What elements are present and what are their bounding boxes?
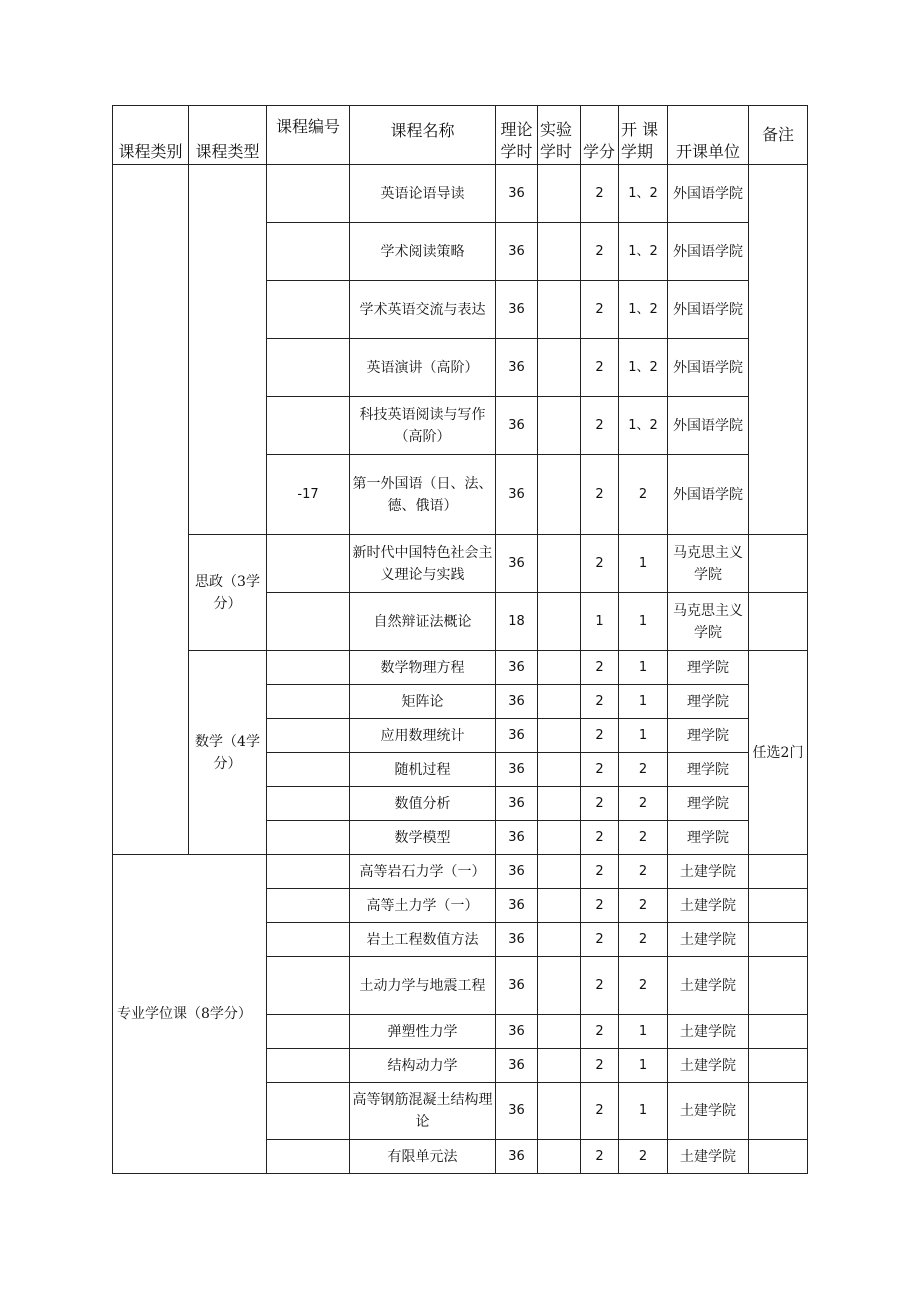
semester-cell: 2	[619, 787, 668, 821]
remark-cell	[749, 535, 808, 593]
theory-cell: 36	[496, 787, 538, 821]
credit-cell: 2	[581, 821, 619, 855]
dept-cell: 土建学院	[668, 1049, 749, 1083]
theory-cell: 36	[496, 957, 538, 1015]
code-cell: -17	[267, 455, 350, 535]
theory-cell: 36	[496, 1015, 538, 1049]
credit-cell: 2	[581, 455, 619, 535]
table-row	[113, 855, 808, 889]
type-cell-math: 数学（4学分）	[189, 651, 267, 855]
semester-cell: 2	[619, 855, 668, 889]
credit-cell: 2	[581, 923, 619, 957]
remark-cell	[749, 165, 808, 535]
remark-cell	[749, 923, 808, 957]
dept-cell: 理学院	[668, 821, 749, 855]
lab-cell	[538, 787, 581, 821]
header-credits: 学分	[581, 106, 619, 165]
theory-cell: 36	[496, 651, 538, 685]
dept-cell: 土建学院	[668, 923, 749, 957]
header-semester: 开 课 学期	[619, 106, 668, 165]
header-row	[113, 106, 808, 165]
credit-cell: 2	[581, 1049, 619, 1083]
semester-cell: 1、2	[619, 397, 668, 455]
credit-cell: 2	[581, 223, 619, 281]
theory-cell: 36	[496, 535, 538, 593]
name-cell: 高等土力学（一）	[350, 889, 496, 923]
credit-cell: 2	[581, 787, 619, 821]
semester-cell: 1	[619, 719, 668, 753]
name-cell: 学术阅读策略	[350, 223, 496, 281]
theory-cell: 36	[496, 821, 538, 855]
theory-cell: 36	[496, 719, 538, 753]
lab-cell	[538, 455, 581, 535]
dept-cell: 外国语学院	[668, 223, 749, 281]
table-row	[113, 165, 808, 223]
semester-cell: 1	[619, 1015, 668, 1049]
name-cell: 新时代中国特色社会主义理论与实践	[350, 535, 496, 593]
header-name: 课程名称	[350, 106, 496, 165]
name-cell: 数值分析	[350, 787, 496, 821]
lab-cell	[538, 165, 581, 223]
name-cell: 英语演讲（高阶）	[350, 339, 496, 397]
theory-cell: 36	[496, 855, 538, 889]
code-cell	[267, 223, 350, 281]
dept-cell: 外国语学院	[668, 281, 749, 339]
semester-cell: 2	[619, 957, 668, 1015]
name-cell: 英语论语导读	[350, 165, 496, 223]
credit-cell: 2	[581, 889, 619, 923]
theory-cell: 36	[496, 1083, 538, 1140]
code-cell	[267, 923, 350, 957]
code-cell	[267, 855, 350, 889]
code-cell	[267, 651, 350, 685]
lab-cell	[538, 753, 581, 787]
dept-cell: 土建学院	[668, 957, 749, 1015]
theory-cell: 36	[496, 455, 538, 535]
lab-cell	[538, 855, 581, 889]
theory-cell: 36	[496, 281, 538, 339]
theory-cell: 36	[496, 397, 538, 455]
code-cell	[267, 165, 350, 223]
name-cell: 高等岩石力学（一）	[350, 855, 496, 889]
lab-cell	[538, 923, 581, 957]
code-cell	[267, 753, 350, 787]
lab-cell	[538, 281, 581, 339]
semester-cell: 2	[619, 923, 668, 957]
dept-cell: 土建学院	[668, 1015, 749, 1049]
credit-cell: 2	[581, 855, 619, 889]
theory-cell: 36	[496, 1049, 538, 1083]
dept-cell: 土建学院	[668, 889, 749, 923]
dept-cell: 土建学院	[668, 855, 749, 889]
remark-cell	[749, 855, 808, 889]
credit-cell: 2	[581, 1015, 619, 1049]
semester-cell: 1、2	[619, 339, 668, 397]
remark-cell-math: 任选2门	[749, 651, 808, 855]
theory-cell: 36	[496, 889, 538, 923]
lab-cell	[538, 889, 581, 923]
theory-cell: 36	[496, 923, 538, 957]
semester-cell: 1、2	[619, 223, 668, 281]
lab-cell	[538, 1140, 581, 1174]
name-cell: 自然辩证法概论	[350, 593, 496, 651]
theory-cell: 36	[496, 223, 538, 281]
theory-cell: 36	[496, 685, 538, 719]
code-cell	[267, 787, 350, 821]
dept-cell: 理学院	[668, 787, 749, 821]
category-cell-professional: 专业学位课（8学分）	[113, 855, 267, 1174]
lab-cell	[538, 651, 581, 685]
name-cell: 土动力学与地震工程	[350, 957, 496, 1015]
semester-cell: 1	[619, 593, 668, 651]
code-cell	[267, 535, 350, 593]
theory-cell: 18	[496, 593, 538, 651]
course-table	[112, 105, 808, 1174]
dept-cell: 外国语学院	[668, 165, 749, 223]
dept-cell: 土建学院	[668, 1083, 749, 1140]
category-cell-blank	[113, 165, 189, 855]
semester-cell: 1	[619, 685, 668, 719]
credit-cell: 2	[581, 165, 619, 223]
credit-cell: 2	[581, 535, 619, 593]
semester-cell: 1、2	[619, 281, 668, 339]
name-cell: 数学物理方程	[350, 651, 496, 685]
credit-cell: 2	[581, 651, 619, 685]
semester-cell: 2	[619, 753, 668, 787]
header-code: 课程编号	[267, 106, 350, 165]
type-cell-english	[189, 165, 267, 535]
code-cell	[267, 281, 350, 339]
code-cell	[267, 1049, 350, 1083]
semester-cell: 1	[619, 1083, 668, 1140]
lab-cell	[538, 1049, 581, 1083]
remark-cell	[749, 957, 808, 1015]
semester-cell: 1	[619, 535, 668, 593]
lab-cell	[538, 1083, 581, 1140]
credit-cell: 2	[581, 281, 619, 339]
remark-cell	[749, 889, 808, 923]
credit-cell: 2	[581, 1083, 619, 1140]
credit-cell: 2	[581, 753, 619, 787]
semester-cell: 2	[619, 821, 668, 855]
dept-cell: 理学院	[668, 685, 749, 719]
code-cell	[267, 397, 350, 455]
header-lab-hours: 实验学时	[538, 106, 581, 165]
lab-cell	[538, 339, 581, 397]
code-cell	[267, 719, 350, 753]
remark-cell	[749, 1049, 808, 1083]
code-cell	[267, 1083, 350, 1140]
name-cell: 学术英语交流与表达	[350, 281, 496, 339]
header-category: 课程类别	[113, 106, 189, 165]
lab-cell	[538, 397, 581, 455]
table-row	[113, 535, 808, 593]
semester-cell: 2	[619, 455, 668, 535]
dept-cell: 马克思主义学院	[668, 535, 749, 593]
name-cell: 高等钢筋混凝土结构理论	[350, 1083, 496, 1140]
theory-cell: 36	[496, 753, 538, 787]
lab-cell	[538, 535, 581, 593]
lab-cell	[538, 593, 581, 651]
lab-cell	[538, 957, 581, 1015]
remark-cell	[749, 1083, 808, 1140]
credit-cell: 2	[581, 339, 619, 397]
name-cell: 矩阵论	[350, 685, 496, 719]
name-cell: 弹塑性力学	[350, 1015, 496, 1049]
dept-cell: 理学院	[668, 651, 749, 685]
name-cell: 岩土工程数值方法	[350, 923, 496, 957]
header-remark: 备注	[749, 106, 808, 165]
header-theory-hours: 理论学时	[496, 106, 538, 165]
credit-cell: 2	[581, 719, 619, 753]
name-cell: 结构动力学	[350, 1049, 496, 1083]
semester-cell: 1	[619, 1049, 668, 1083]
lab-cell	[538, 1015, 581, 1049]
name-cell: 数学模型	[350, 821, 496, 855]
name-cell: 科技英语阅读与写作（高阶）	[350, 397, 496, 455]
lab-cell	[538, 821, 581, 855]
lab-cell	[538, 685, 581, 719]
credit-cell: 1	[581, 593, 619, 651]
code-cell	[267, 1140, 350, 1174]
credit-cell: 2	[581, 397, 619, 455]
name-cell: 有限单元法	[350, 1140, 496, 1174]
code-cell	[267, 1015, 350, 1049]
dept-cell: 理学院	[668, 719, 749, 753]
dept-cell: 外国语学院	[668, 455, 749, 535]
name-cell: 随机过程	[350, 753, 496, 787]
code-cell	[267, 821, 350, 855]
dept-cell: 外国语学院	[668, 339, 749, 397]
theory-cell: 36	[496, 165, 538, 223]
code-cell	[267, 685, 350, 719]
theory-cell: 36	[496, 339, 538, 397]
lab-cell	[538, 223, 581, 281]
code-cell	[267, 593, 350, 651]
credit-cell: 2	[581, 1140, 619, 1174]
code-cell	[267, 957, 350, 1015]
dept-cell: 理学院	[668, 753, 749, 787]
theory-cell: 36	[496, 1140, 538, 1174]
type-cell-ideology: 思政（3学分）	[189, 535, 267, 651]
credit-cell: 2	[581, 685, 619, 719]
name-cell: 应用数理统计	[350, 719, 496, 753]
code-cell	[267, 339, 350, 397]
semester-cell: 1、2	[619, 165, 668, 223]
dept-cell: 马克思主义学院	[668, 593, 749, 651]
dept-cell: 外国语学院	[668, 397, 749, 455]
header-dept: 开课单位	[668, 106, 749, 165]
header-type: 课程类型	[189, 106, 267, 165]
lab-cell	[538, 719, 581, 753]
code-cell	[267, 889, 350, 923]
semester-cell: 2	[619, 1140, 668, 1174]
semester-cell: 2	[619, 889, 668, 923]
remark-cell	[749, 1015, 808, 1049]
table-row	[113, 651, 808, 685]
semester-cell: 1	[619, 651, 668, 685]
remark-cell	[749, 1140, 808, 1174]
remark-cell	[749, 593, 808, 651]
credit-cell: 2	[581, 957, 619, 1015]
dept-cell: 土建学院	[668, 1140, 749, 1174]
name-cell: 第一外国语（日、法、德、俄语）	[350, 455, 496, 535]
